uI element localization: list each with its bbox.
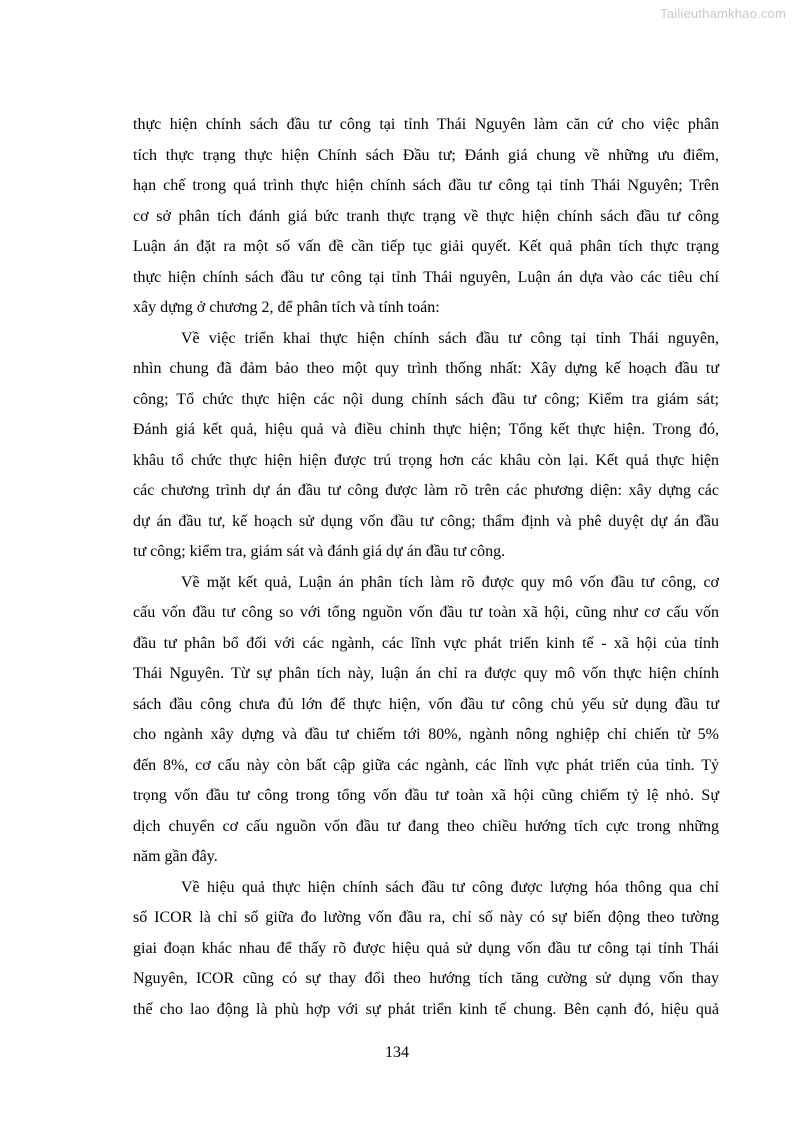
text-line: cấu vốn đầu tư công so với tổng nguồn vốn đầu tư toàn xã hội, cũng như cơ cấu vốn [133,604,719,621]
text-line: khâu tổ chức thực hiện hiện được trú trọng hơn các khâu còn lại. Kết quả thực hiện [133,451,719,469]
text-line: xây dựng ở chương 2, để phân tích và tính toán: [133,299,440,316]
page-number: 134 [385,1044,409,1061]
text-line: số ICOR là chỉ số giữa đo lường vốn đầu ra, chỉ số này có sự biến động theo tường [133,909,719,926]
text-line: hạn chế trong quá trình thực hiện chính sách đầu tư công tại tỉnh Thái Nguyên; Trên [133,177,719,194]
text-line: Nguyên, ICOR cũng có sự thay đổi theo hướng tích tăng cường sử dụng vốn thay [133,970,719,987]
text-line: Đánh giá kết quả, hiệu quả và điều chỉnh thực hiện; Tổng kết thực hiện. Trong đó, [133,421,719,438]
text-line: Luận án đặt ra một số vấn đề cần tiếp tục giải quyết. Kết quả phân tích thực trạng [133,238,719,255]
text-line: tích thực trạng thực hiện Chính sách Đầu tư; Đánh giá chung về những ưu điểm, [133,146,719,164]
text-line: cơ sở phân tích đánh giá bức tranh thực trạng về thực hiện chính sách đầu tư công [133,207,719,225]
text-line: đầu tư phân bổ đối với các ngành, các lĩnh vực phát triển kinh tế - xã hội của tỉnh [133,634,719,652]
text-line: Thái Nguyên. Từ sự phân tích này, luận án chỉ ra được quy mô vốn thực hiện chính [133,665,719,682]
text-line: nhìn chung đã đảm bảo theo một quy trình thống nhất: Xây dựng kế hoạch đầu tư [133,360,719,377]
text-line: đến 8%, cơ cấu này còn bất cập giữa các ngành, các lĩnh vực phát triển của tỉnh. Tỷ [133,756,719,774]
text-line: Về hiệu quả thực hiện chính sách đầu tư công được lượng hóa thông qua chỉ [181,878,719,896]
text-line: cho ngành xây dựng và đầu tư chiếm tới 80%, ngành nông nghiệp chỉ chiến từ 5% [133,726,719,743]
text-line: thực hiện chính sách đầu tư công tại tỉnh Thái Nguyên làm căn cứ cho việc phân [133,116,719,133]
text-line: giai đoạn khác nhau để thấy rõ được hiệu quả sử dụng vốn đầu tư công tại tỉnh Thái [133,939,719,957]
text-line: dự án đầu tư, kế hoạch sử dụng vốn đầu tư công; thẩm định và phê duyệt dự án đầu [133,512,719,530]
text-line: trọng vốn đầu tư công trong tổng vốn đầu tư toàn xã hội cũng chiếm tỷ lệ nhỏ. Sự [133,787,719,804]
text-line: Về mặt kết quả, Luận án phân tích làm rõ được quy mô vốn đầu tư công, cơ [181,573,719,591]
text-line: công; Tổ chức thực hiện các nội dung chính sách đầu tư công; Kiểm tra giám sát; [133,390,719,408]
body-text [133,110,719,1025]
text-line: năm gần đây. [133,848,218,865]
text-line: sách đầu công chưa đủ lớn để thực hiện, vốn đầu tư công chủ yếu sử dụng đầu tư [133,695,719,713]
watermark-text: Tailieuthamkhao.com [660,6,786,21]
text-line: các chương trình dự án đầu tư công được làm rõ trên các phương diện: xây dựng các [133,482,719,499]
text-line: dịch chuyển cơ cấu nguồn vốn đầu tư đang theo chiều hướng tích cực trong những [133,817,719,835]
text-line: tư công; kiểm tra, giám sát và đánh giá dự án đầu tư công. [133,543,506,560]
text-line: thế cho lao động là phù hợp với sự phát triển kinh tế chung. Bên cạnh đó, hiệu quả [133,1000,719,1018]
text-line: Về việc triển khai thực hiện chính sách đầu tư công tại tỉnh Thái nguyên, [181,329,719,347]
text-line: thực hiện chính sách đầu tư công tại tỉnh Thái nguyên, Luận án dựa vào các tiêu chí [133,268,719,286]
